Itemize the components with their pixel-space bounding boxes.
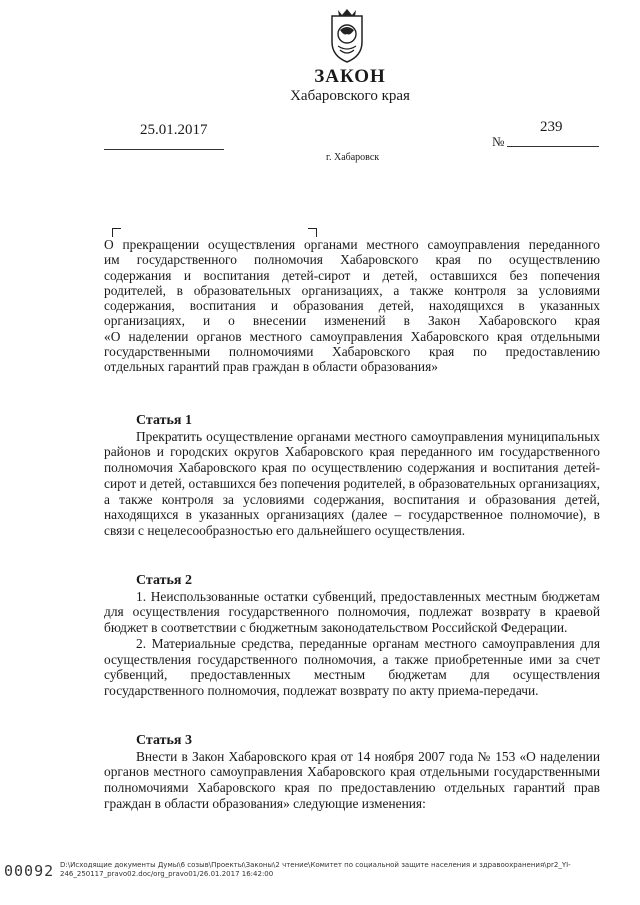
article-paragraph: Внести в Закон Хабаровского края от 14 ноября 2007 года № 153 «О наделении органов местного самоуправления Хабаровского края отдельными государственными полномочиями Хабаровского края по предоставлению отдельных гарантий прав граждан в области образования» следующие изменения:: [104, 748, 600, 811]
document-date: 25.01.2017: [140, 122, 208, 138]
heading-line: государственными полномочиями Хабаровского края по предоставлению: [104, 344, 600, 360]
heading-line: им государственного полномочия Хабаровского края по осуществлению: [104, 252, 600, 268]
heading-line: организациях, и о внесении изменений в Закон Хабаровского края: [104, 313, 600, 329]
coat-of-arms-icon: [324, 6, 370, 64]
article-paragraph: Прекратить осуществление органами местного самоуправления муниципальных районов и городских округов Хабаровского края переданного им государственного полномочия Хабаровского края по осуществлению содержания и воспитания детей-сирот и детей, оставшихся без попечения родителей, в образовательных организациях, а также контроля за условиями содержания, воспитания и образования детей, находящихся в указанных организациях (далее – государственное полномочие), в связи с нецелесообразностью его дальнейшего осуществления.: [104, 428, 600, 538]
footer-code: 00092: [4, 862, 55, 880]
document-type: ЗАКОН: [314, 66, 386, 87]
heading-line: «О наделении органов местного самоуправления Хабаровского края отдельными: [104, 328, 600, 344]
city-name: г. Хабаровск: [326, 152, 380, 163]
number-underline: [507, 146, 599, 147]
heading-line: отдельных гарантий прав граждан в области образования»: [104, 359, 438, 375]
heading-line: содержания, воспитания и образования детей, находящихся в указанных: [104, 298, 600, 314]
bracket-corner-right: [308, 228, 317, 237]
bracket-corner-left: [112, 228, 121, 237]
heading-line: родителей, в образовательных организациях, а также контроля за условиями: [104, 282, 600, 298]
region-name: Хабаровского края: [290, 88, 410, 104]
number-sign: №: [492, 134, 505, 149]
date-underline: [104, 149, 224, 150]
article-paragraph: 1. Неиспользованные остатки субвенций, предоставленных местным бюджетам для осуществления государственного полномочия, подлежат возврату в краевой бюджет в соответствии с бюджетным законодательством Российской Федерации.: [104, 588, 600, 636]
article-3: [104, 733, 600, 812]
article-title: Статья 3: [136, 733, 192, 748]
footer-file-path: D:\Исходящие документы Думы\6 созыв\Проекты\Законы\2 чтение\Комитет по социальной защите населения и здравоохранения\pr2_YI-246_250117_pravo02.doc/org_pravo01/26.01.2017 16:42:00: [60, 861, 571, 878]
heading-line: О прекращении осуществления органами местного самоуправления переданного: [104, 237, 600, 252]
article-title: Статья 2: [136, 573, 192, 588]
law-heading: [104, 237, 600, 375]
article-2: [104, 573, 600, 699]
article-title: Статья 1: [136, 413, 192, 428]
article-1: [104, 413, 600, 539]
article-paragraph: 2. Материальные средства, переданные органам местного самоуправления для осуществления государственного полномочия, а также приобретенные ими за счет субвенций, предоставленных местным бюджетам для осуществления государственного полномочия, подлежат возврату по акту приема-передачи.: [104, 635, 600, 698]
heading-line: содержания и воспитания детей-сирот и детей, оставшихся без попечения: [104, 267, 600, 283]
document-number: 239: [540, 119, 563, 135]
